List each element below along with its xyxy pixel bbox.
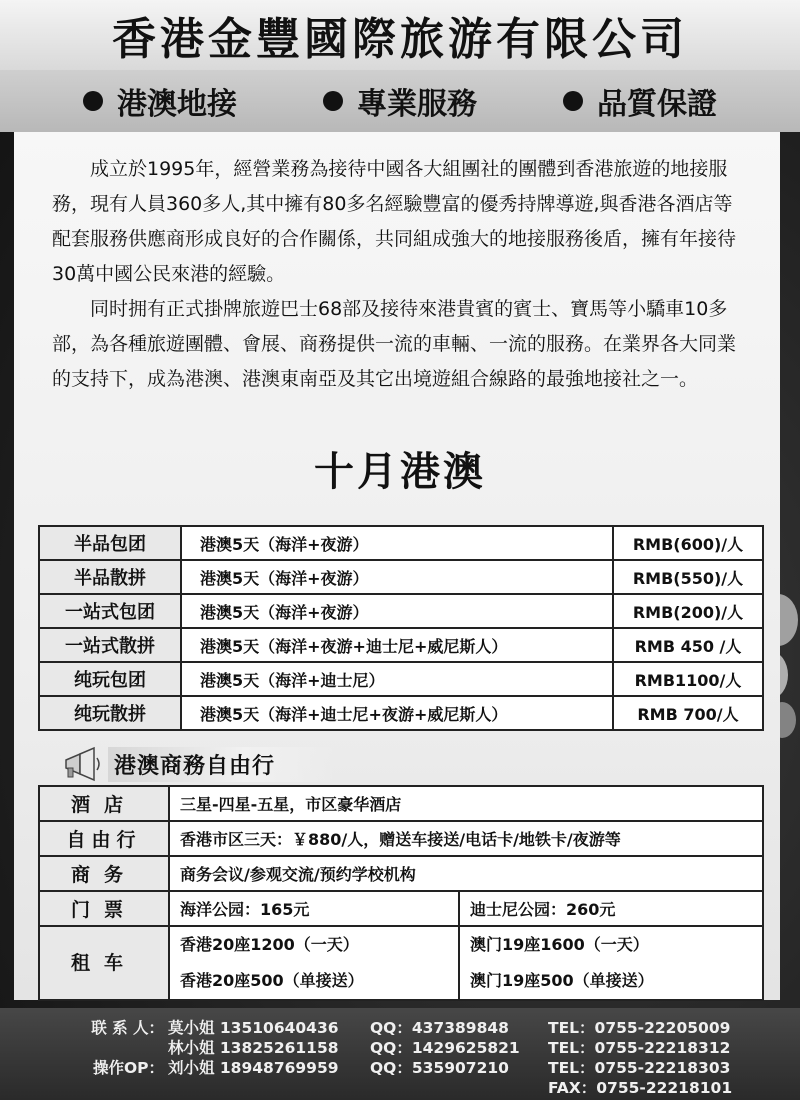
table-row bbox=[39, 662, 763, 696]
contact-tel: TEL：0755-22218312 bbox=[548, 1039, 731, 1057]
table-row bbox=[39, 594, 763, 628]
hotel-label: 酒店 bbox=[39, 786, 169, 821]
contact-fax: FAX：0755-22218101 bbox=[548, 1079, 733, 1097]
ticket-ocean-park: 海洋公园：165元 bbox=[169, 891, 459, 926]
table-row bbox=[39, 628, 763, 662]
table-row bbox=[39, 560, 763, 594]
tour-itinerary: 港澳5天（海洋+夜游） bbox=[181, 526, 613, 560]
car-rental-hongkong bbox=[169, 926, 459, 1000]
tour-category: 一站式散拼 bbox=[39, 628, 181, 662]
hotel-value: 三星-四星-五星，市区豪华酒店 bbox=[169, 786, 763, 821]
car-rental-option: 澳门19座500（单接送） bbox=[470, 971, 654, 990]
business-table bbox=[38, 785, 764, 1001]
slogan-bar bbox=[0, 70, 800, 132]
business-label: 商务 bbox=[39, 856, 169, 891]
bullet-icon bbox=[563, 91, 583, 111]
fax-row bbox=[0, 1076, 800, 1096]
slogan-item bbox=[83, 79, 237, 123]
contact-tel: TEL：0755-22205009 bbox=[548, 1019, 731, 1037]
company-intro bbox=[52, 152, 742, 397]
slogan-text: 專業服務 bbox=[357, 87, 477, 122]
tour-price: RMB1100/人 bbox=[613, 662, 763, 696]
slogan-item bbox=[323, 79, 477, 123]
table-row bbox=[39, 526, 763, 560]
slogan-item bbox=[563, 79, 717, 123]
contact-name-phone: 刘小姐 18948769959 bbox=[168, 1059, 339, 1077]
tour-price: RMB 700/人 bbox=[613, 696, 763, 730]
car-rental-label: 租车 bbox=[39, 926, 169, 1000]
contact-row bbox=[0, 1016, 800, 1036]
contact-tel: TEL：0755-22218303 bbox=[548, 1059, 731, 1077]
table-row bbox=[39, 926, 763, 1000]
tour-itinerary: 港澳5天（海洋+夜游） bbox=[181, 560, 613, 594]
tour-price-table bbox=[38, 525, 764, 731]
tour-itinerary: 港澳5天（海洋+迪士尼） bbox=[181, 662, 613, 696]
contact-role: 联 系 人： bbox=[91, 1019, 164, 1037]
business-section-header bbox=[62, 744, 335, 784]
business-section-title: 港澳商務自由行 bbox=[108, 747, 335, 782]
ticket-disneyland: 迪士尼公园：260元 bbox=[459, 891, 763, 926]
contact-role: 操作OP： bbox=[92, 1059, 164, 1077]
tour-itinerary: 港澳5天（海洋+夜游） bbox=[181, 594, 613, 628]
contact-row bbox=[0, 1036, 800, 1056]
bullet-icon bbox=[323, 91, 343, 111]
car-rental-option: 香港20座1200（一天） bbox=[180, 935, 359, 954]
tour-price: RMB 450 /人 bbox=[613, 628, 763, 662]
business-value: 商务会议/参观交流/预约学校机构 bbox=[169, 856, 763, 891]
tour-category: 纯玩散拼 bbox=[39, 696, 181, 730]
table-row bbox=[39, 786, 763, 821]
tour-itinerary: 港澳5天（海洋+迪士尼+夜游+威尼斯人） bbox=[181, 696, 613, 730]
car-rental-option: 澳门19座1600（一天） bbox=[470, 935, 649, 954]
tour-category: 半品包团 bbox=[39, 526, 181, 560]
tour-price: RMB(200)/人 bbox=[613, 594, 763, 628]
tour-category: 半品散拼 bbox=[39, 560, 181, 594]
contact-row bbox=[0, 1056, 800, 1076]
contact-qq: QQ：437389848 bbox=[370, 1019, 509, 1037]
company-header bbox=[0, 0, 800, 70]
car-rental-option: 香港20座500（单接送） bbox=[180, 971, 364, 990]
tour-price: RMB(600)/人 bbox=[613, 526, 763, 560]
tour-price: RMB(550)/人 bbox=[613, 560, 763, 594]
table-row bbox=[39, 821, 763, 856]
megaphone-icon bbox=[62, 746, 102, 782]
bullet-icon bbox=[83, 91, 103, 111]
tour-itinerary: 港澳5天（海洋+夜游+迪士尼+威尼斯人） bbox=[181, 628, 613, 662]
tour-section-title: 十月港澳 bbox=[314, 449, 486, 495]
tour-category: 纯玩包团 bbox=[39, 662, 181, 696]
contact-name-phone: 林小姐 13825261158 bbox=[168, 1039, 339, 1057]
table-row bbox=[39, 856, 763, 891]
contact-qq: QQ：535907210 bbox=[370, 1059, 509, 1077]
contact-footer bbox=[0, 1008, 800, 1100]
free-travel-value: 香港市区三天：￥880/人，赠送车接送/电话卡/地铁卡/夜游等 bbox=[169, 821, 763, 856]
contact-qq: QQ：1429625821 bbox=[370, 1039, 520, 1057]
tickets-label: 门票 bbox=[39, 891, 169, 926]
slogan-text: 港澳地接 bbox=[117, 87, 237, 122]
table-row bbox=[39, 891, 763, 926]
car-rental-macau bbox=[459, 926, 763, 1000]
free-travel-label: 自由行 bbox=[39, 821, 169, 856]
contact-name-phone: 莫小姐 13510640436 bbox=[168, 1019, 339, 1037]
table-row bbox=[39, 696, 763, 730]
tour-category: 一站式包团 bbox=[39, 594, 181, 628]
intro-paragraph: 同时拥有正式掛牌旅遊巴士68部及接待來港貴賓的賓士、寶馬等小驕車10多部，為各種旅遊團體、會展、商務提供一流的車輛、一流的服務。在業界各大同業的支持下，成為港澳、港澳東南亞及其它出境遊組合線路的最強地接社之一。 bbox=[52, 298, 737, 390]
slogan-text: 品質保證 bbox=[597, 87, 717, 122]
intro-paragraph: 成立於1995年，經營業務為接待中國各大組團社的團體到香港旅遊的地接服務，現有人員360多人,其中擁有80多名經驗豐富的優秀持牌導遊,與香港各酒店等配套服務供應商形成良好的合作關係，共同組成強大的地接服務後盾，擁有年接待30萬中國公民來港的經驗。 bbox=[52, 158, 737, 285]
company-name: 香港金豐國際旅游有限公司 bbox=[112, 14, 688, 65]
